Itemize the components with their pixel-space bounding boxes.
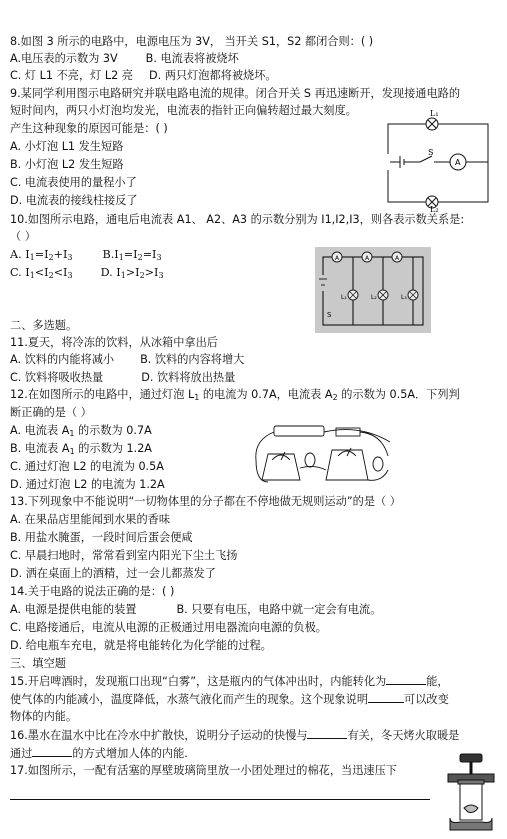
q9-option-b: B. 小灯泡 L2 发生短路 <box>10 158 124 171</box>
q12-option-b: B. 电流表 $A_1$ 的示数为 1.2A <box>10 442 152 456</box>
q8-option-a: A.电压表的示数为 3V <box>10 52 118 65</box>
q14-option-c: C. 电路接通后，电流从电源的正极通过用电器流向电源的负极。 <box>10 621 327 634</box>
section-fill-blank-title: 三、填空题 <box>10 657 66 670</box>
q12-option-d: D. 通过灯泡 L2 的电流为 1.2A <box>10 478 165 491</box>
q13-stem: 13.下列现象中不能说明“一切物体里的分子都在不停地做无规则运动”的是（ ） <box>10 495 401 508</box>
q10-option-d: D. $I_1>I_2>I_3$ <box>100 266 164 280</box>
q10-label-l1: L₁ <box>341 294 347 301</box>
q8-stem: 8.如图 3 所示的电路中，电源电压为 3V， 当开关 S1，S2 都闭合则：( ) <box>10 35 374 48</box>
q9-label-s: S <box>428 148 434 157</box>
q14-option-d: D. 给电瓶车充电，就是将电能转化为化学能的过程。 <box>10 639 272 652</box>
q12-apparatus-diagram <box>250 420 396 492</box>
q8-option-b: B. 电流表将被烧坏 <box>145 52 239 65</box>
q14-options-ab <box>10 602 381 618</box>
q8-options-ab <box>10 51 239 67</box>
q9-label-l2: L₂ <box>430 205 439 214</box>
q10-stem: 10.如图所示电路，通电后电流表 A1、 A2、A3 的示数分别为 I1,I2,I3，则各表示数关系是: <box>10 213 465 226</box>
q11-option-b: B. 饮料的内容将增大 <box>140 353 245 366</box>
q12-option-a: A. 电流表 $A_1$ 的示数为 0.7A <box>10 424 152 438</box>
q10-option-c: C. $I_1<I_2<I_3$ <box>10 266 73 280</box>
q16-blank-2[interactable] <box>32 745 72 757</box>
q16-line2: 通过 的方式增加人体的内能. <box>10 747 188 760</box>
q10-ammeter-a1: A <box>335 255 340 262</box>
q10-options-cd <box>10 265 164 284</box>
q16-blank-1[interactable] <box>307 727 347 739</box>
q14-option-b: B. 只要有电压，电路中就一定会有电流。 <box>176 603 382 616</box>
q13-option-d: D. 洒在桌面上的酒精，过一会儿都蒸发了 <box>10 567 216 580</box>
q15-blank-2[interactable] <box>368 691 404 703</box>
q10-ammeter-a3: A <box>395 255 400 262</box>
q8-option-c: C. 灯 L1 不亮，灯 L2 亮 <box>10 69 133 82</box>
section-multi-choice-title: 二、多选题。 <box>10 319 78 332</box>
q9-ammeter-label: A <box>455 158 461 167</box>
q9-stem-line2: 短时间内，两只小灯泡均发光，电流表的指针正向偏转超过最大刻度。 <box>10 104 357 117</box>
q8-option-d: D. 两只灯泡都将被烧坏。 <box>148 69 277 82</box>
q13-option-a: A. 在果品店里能闻到水果的香味 <box>10 513 171 526</box>
q15-blank-1[interactable] <box>386 673 426 685</box>
q16-line1: 16.墨水在温水中比在冷水中扩散快，说明分子运动的快慢与 有关，冬天烤火取暖是 <box>10 729 460 742</box>
q17-stem: 17.如图所示，一配有活塞的厚壁玻璃筒里放一小团处理过的棉花，当迅速压下 <box>10 764 397 777</box>
q9-option-d: D. 电流表的接线柱接反了 <box>10 194 138 207</box>
q10-label-s: S <box>327 311 332 319</box>
q10-paren: （ ） <box>10 230 36 243</box>
q9-circuit-diagram <box>380 106 498 214</box>
q11-options-cd <box>10 370 235 386</box>
q14-stem: 14.关于电路的说法正确的是：( ) <box>10 585 175 598</box>
q15-line2: 使气体的内能减小，温度降低，水蒸气液化而产生的现象。这个现象说明 可以改变 <box>10 693 449 706</box>
q10-option-b: $B.I_1=I_2=I_3$ <box>102 248 162 262</box>
q12-option-c: C. 通过灯泡 L2 的电流为 0.5A <box>10 460 164 473</box>
q10-ammeter-a2: A <box>365 255 370 262</box>
q11-option-c: C. 饮料将吸收热量 <box>10 371 104 384</box>
q12-stem-line2: 断正确的是（ ） <box>10 406 92 419</box>
q8-options-cd <box>10 68 277 84</box>
q13-option-c: C. 早晨扫地时，常常看到室内阳光下尘土飞扬 <box>10 549 238 562</box>
q9-stem-line3: 产生这种现象的原因可能是：( ) <box>10 122 168 135</box>
q9-option-a: A. 小灯泡 L1 发生短路 <box>10 140 124 153</box>
answer-line <box>10 799 430 800</box>
q10-circuit-photo <box>315 247 431 333</box>
q11-option-a: A. 饮料的内能将减小 <box>10 353 115 366</box>
q15-line3: 物体的内能。 <box>10 710 78 723</box>
q11-options-ab <box>10 352 244 368</box>
q13-option-b: B. 用盐水腌蛋，一段时间后蛋会便咸 <box>10 531 193 544</box>
q11-option-d: D. 饮料将放出热量 <box>141 371 236 384</box>
q12-stem-line1: 12.在如图所示的电路中，通过灯泡 $L_1$ 的电流为 0.7A，电流表 $A_2$ 的示数为 0.5A．下列判 <box>10 388 460 402</box>
q10-option-a: A. $I_1=I_2+I_3$ <box>10 248 73 262</box>
q14-option-a: A. 电源是提供电能的装置 <box>10 603 137 616</box>
q9-label-l1: L₁ <box>430 109 439 118</box>
q15-line1: 15.开启啤酒时，发现瓶口出现“白雾”，这是瓶内的气体冲出时，内能转化为 能， <box>10 675 449 688</box>
q9-stem-line1: 9.某同学利用图示电路研究并联电路电流的规律。闭合开关 S 再迅速断开，发现接通电路的 <box>10 87 461 100</box>
q10-label-l3: L₃ <box>401 294 407 301</box>
q11-stem: 11.夏天，将冷冻的饮料，从冰箱中拿出后 <box>10 336 218 349</box>
q10-options-ab <box>10 247 162 266</box>
q9-option-c: C. 电流表使用的量程小了 <box>10 176 137 189</box>
q10-label-l2: L₂ <box>371 294 377 301</box>
q17-piston-tube-diagram <box>440 752 502 834</box>
